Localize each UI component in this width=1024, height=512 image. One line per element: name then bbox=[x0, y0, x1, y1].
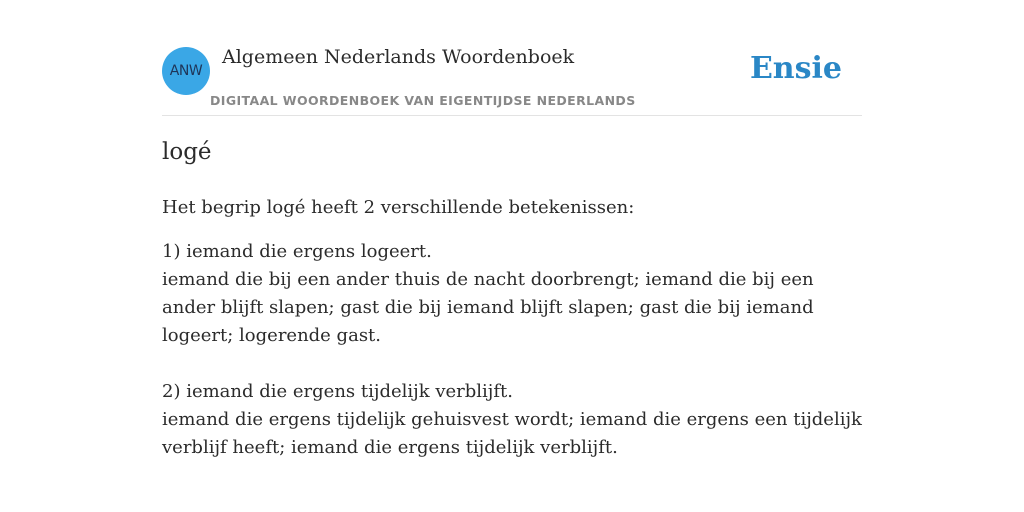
anw-logo[interactable]: ANW bbox=[162, 47, 210, 95]
entry-headword: logé bbox=[162, 139, 212, 165]
meaning-heading: 2) iemand die ergens tijdelijk verblijft. bbox=[162, 381, 514, 402]
site-title[interactable]: Algemeen Nederlands Woordenboek bbox=[222, 46, 575, 68]
meaning-item-1 bbox=[162, 238, 862, 350]
site-header bbox=[162, 0, 862, 116]
site-subtitle: DIGITAAL WOORDENBOEK VAN EIGENTIJDSE NEDERLANDS bbox=[210, 93, 636, 108]
meaning-item-2 bbox=[162, 378, 862, 462]
meaning-definition: iemand die bij een ander thuis de nacht doorbrengt; iemand die bij een ander blijft slapen; gast die bij iemand blijft slapen; gast die bij iemand logeert; logerende gast. bbox=[162, 269, 814, 346]
entry-intro: Het begrip logé heeft 2 verschillende betekenissen: bbox=[162, 197, 635, 218]
ensie-brand-link[interactable]: Ensie bbox=[749, 51, 842, 86]
meanings-list bbox=[162, 238, 862, 490]
meaning-definition: iemand die ergens tijdelijk gehuisvest wordt; iemand die ergens een tijdelijk verblijf heeft; iemand die ergens tijdelijk verblijft. bbox=[162, 409, 862, 458]
meaning-heading: 1) iemand die ergens logeert. bbox=[162, 241, 432, 262]
